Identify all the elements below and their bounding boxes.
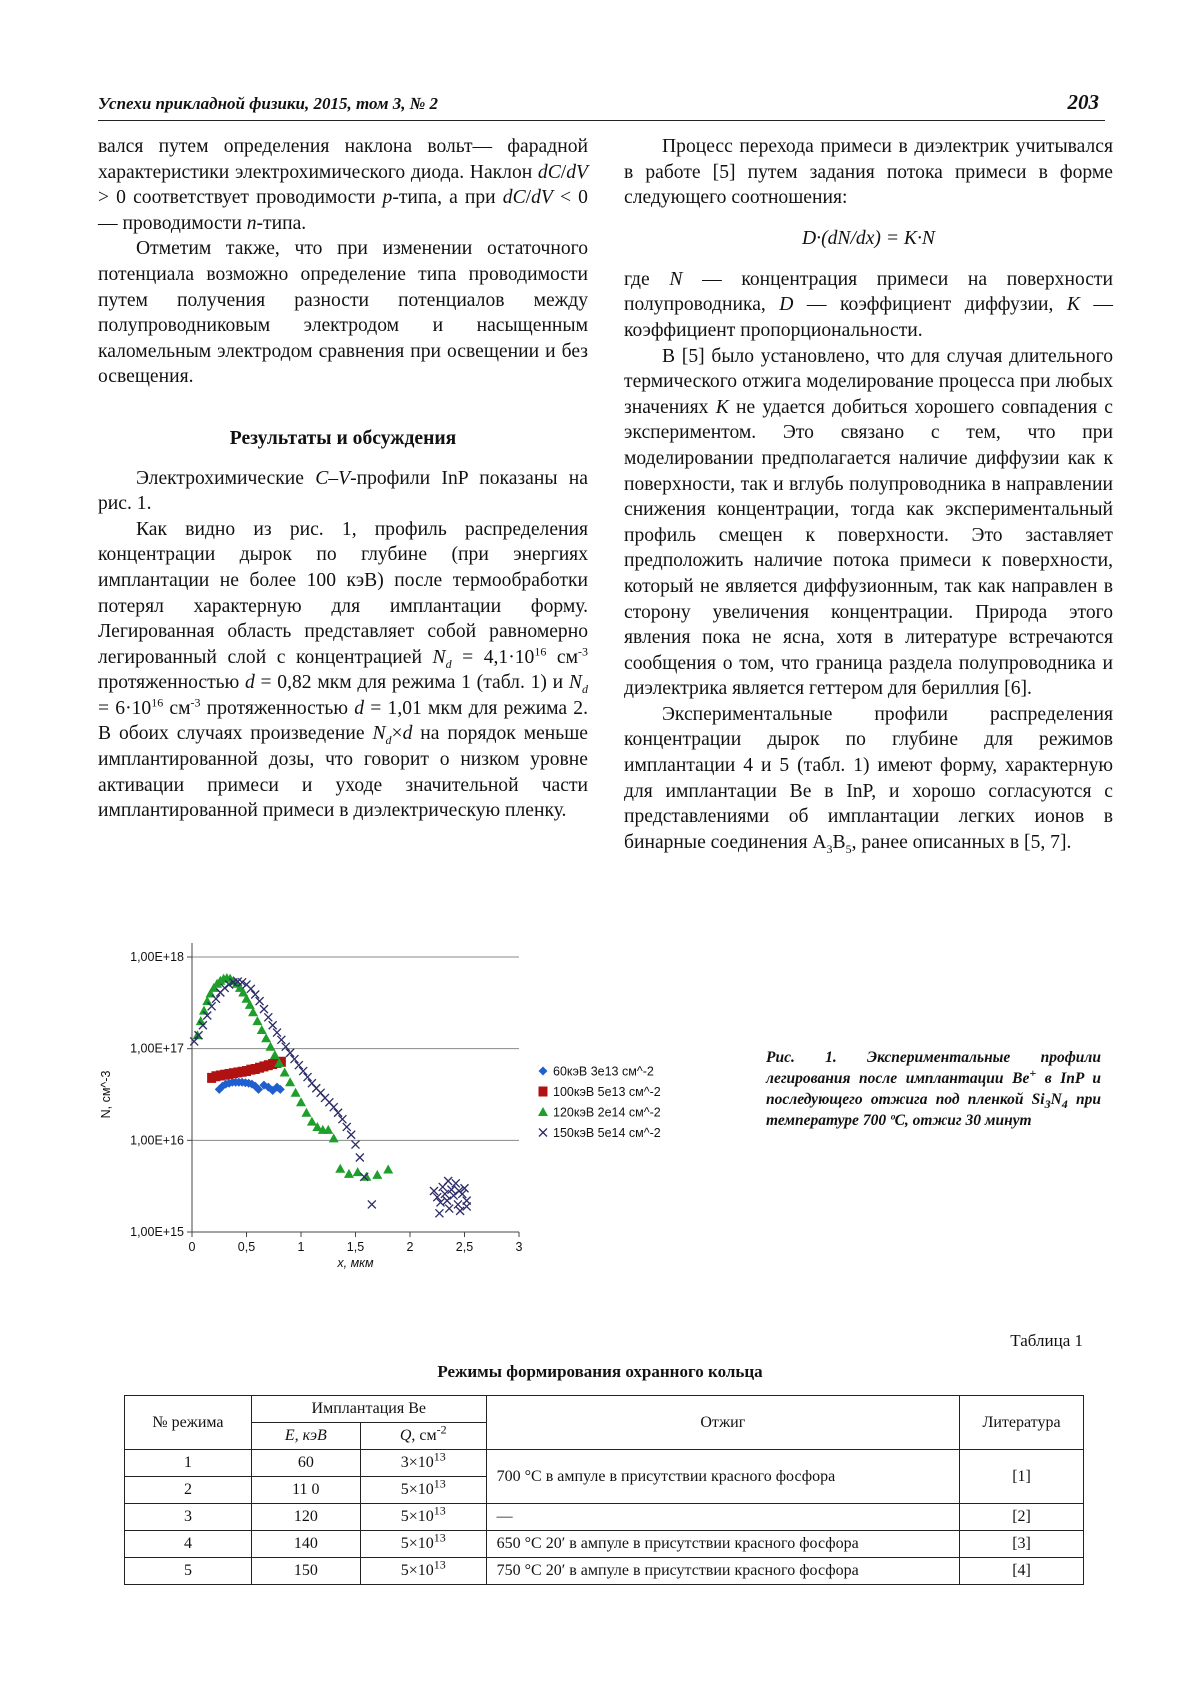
table-header-row <box>125 1396 1084 1423</box>
data-point <box>291 1088 301 1097</box>
x-tick-label: 2,5 <box>455 1240 474 1254</box>
data-point <box>299 1067 307 1075</box>
data-point <box>344 1169 354 1178</box>
data-point <box>264 1013 272 1021</box>
data-point <box>221 984 229 992</box>
data-point <box>260 1005 268 1013</box>
data-point <box>261 1033 271 1042</box>
cell-dose: $5\times 10^{13}$ <box>360 1504 486 1531</box>
cell-anneal: 700 °C в ампуле в присутствии красного фосфора <box>486 1450 959 1504</box>
paragraph: вался путем определения наклона вольт— фарадной характеристики электрохимического диода. Наклон dC/dV > 0 соответствует проводимости p-типа, а при dC/dV < 0 — проводимости n-типа. <box>98 136 588 234</box>
legend-label: 150кэВ 5e14 см^-2 <box>553 1126 661 1140</box>
data-point <box>352 1141 360 1149</box>
data-point <box>463 1202 471 1210</box>
data-point <box>251 990 259 998</box>
x-tick-label: 1,5 <box>346 1240 365 1254</box>
cell-ref: [2] <box>960 1504 1084 1531</box>
data-point <box>444 1177 452 1185</box>
data-point <box>330 1103 338 1111</box>
legend-marker <box>539 1067 548 1076</box>
journal-title: Успехи прикладной физики, 2015, том 3, № 2 <box>98 94 439 113</box>
cell-energy: 60 <box>251 1450 360 1477</box>
data-point <box>456 1207 464 1215</box>
data-point <box>277 1036 285 1044</box>
data-point <box>329 1133 339 1142</box>
paragraph: В [5] было установлено, что для случая длительного термического отжига моделирование процесса при любых значениях K не удается добиться хорошего совпадения с экспериментом. Это связано с тем, что при моделировании предполагается наличие диффузии как к поверхности, так и вглубь полупроводника в направлении снижения концентрации, тогда как экспериментальный профиль смещен к поверхности. Это заставляет предположить наличие потока примеси к поверхности, который не является диффузионным, так как направлен в сторону увеличения концентрации. Природа этого явления пока не ясна, хотя в литературе встречаются сообщения о том, что граница раздела полупроводника и диэлектрика является геттером для бериллия [6]. <box>624 345 1114 700</box>
cell-ref: [3] <box>960 1531 1084 1558</box>
cell-ref: [4] <box>960 1558 1084 1585</box>
data-point <box>335 1164 345 1173</box>
data-point <box>208 1002 216 1010</box>
cell-dose: $5\times 10^{13}$ <box>360 1531 486 1558</box>
header-dose: Q, $см^{-2}$ <box>360 1423 486 1450</box>
y-tick-label: 1,00E+15 <box>130 1225 184 1239</box>
header-mode: № режима <box>125 1396 252 1450</box>
cell-energy: 11 0 <box>251 1477 360 1504</box>
data-point <box>383 1165 393 1174</box>
data-point <box>290 1055 298 1063</box>
cell-dose: $5\times 10^{13}$ <box>360 1477 486 1504</box>
cell-ref: [1] <box>960 1450 1084 1504</box>
left-column <box>98 134 588 824</box>
data-point <box>356 1153 364 1161</box>
data-point <box>282 1043 290 1051</box>
paragraph: Отметим также, что при изменении остаточного потенциала возможно определение типа проводимости путем получения разности потенциалов между полупроводниковым электродом и насыщенным каломельным электродом сравнения при освещении и без освещения. <box>98 238 588 388</box>
data-point <box>435 1209 443 1217</box>
data-point <box>285 1077 295 1086</box>
regimes-table <box>124 1395 1084 1585</box>
table-title: Режимы формирования охранного кольца <box>437 1362 763 1381</box>
x-tick-label: 3 <box>515 1240 523 1254</box>
paragraph: где N — концентрация примеси на поверхности полупроводника, D — коэффициент диффузии, K — коэффициент пропорциональности. <box>624 268 1114 341</box>
table-row <box>125 1558 1084 1585</box>
cell-dose: $5\times 10^{13}$ <box>360 1558 486 1585</box>
data-point <box>338 1115 346 1123</box>
cell-mode: 4 <box>125 1531 252 1558</box>
paragraph: Экспериментальные профили распределения концентрации дырок по глубине для режимов имплантации 4 и 5 (табл. 1) имеют форму, характерную для имплантации Be в InP, и хорошо согласуются с представлениями об имплантации легких ионов в бинарные соединения $A_3B_5$, ранее описанных в [5, 7]. <box>624 703 1113 856</box>
data-point <box>368 1200 376 1208</box>
equation: D·(dN/dx) = K·N <box>802 227 935 249</box>
x-tick-label: 1 <box>297 1240 305 1254</box>
data-point <box>286 1049 294 1057</box>
data-point <box>343 1123 351 1131</box>
data-point <box>273 1029 281 1037</box>
y-tick-label: 1,00E+17 <box>130 1041 184 1056</box>
paragraph: Электрохимические C–V-профили InP показаны на рис. 1. <box>98 467 588 515</box>
data-point <box>256 997 264 1005</box>
data-point <box>450 1192 458 1200</box>
data-point <box>353 1167 363 1176</box>
header-implant: Имплантация Be <box>251 1396 486 1423</box>
cell-mode: 2 <box>125 1477 252 1504</box>
x-axis-label: x, мкм <box>337 1256 374 1270</box>
table-number: Таблица 1 <box>1010 1331 1083 1350</box>
legend-marker <box>539 1129 547 1137</box>
data-point <box>441 1190 449 1198</box>
y-tick-label: 1,00E+16 <box>130 1133 184 1148</box>
figure-caption: Рис. 1. Экспериментальные профили легирования после имплантации Be+ в InP и последующего отжига под пленкой $Si_3N_4$ при температуре 700 ºC, отжиг 30 минут <box>766 1049 1101 1129</box>
doping-profile-chart <box>92 935 760 1320</box>
data-point <box>202 996 212 1005</box>
cell-energy: 120 <box>251 1504 360 1531</box>
cell-energy: 150 <box>251 1558 360 1585</box>
data-point <box>280 1067 290 1076</box>
paragraph: Процесс перехода примеси в диэлектрик учитывался в работе [5] путем задания потока примеси в форме следующего соотношения: <box>624 136 1113 209</box>
data-point <box>334 1109 342 1117</box>
x-tick-label: 0 <box>188 1240 196 1254</box>
data-point <box>301 1108 311 1117</box>
data-point <box>454 1200 462 1208</box>
data-point <box>269 1021 277 1029</box>
cell-mode: 5 <box>125 1558 252 1585</box>
data-point <box>372 1170 382 1179</box>
x-tick-label: 0,5 <box>237 1240 256 1254</box>
right-column <box>624 134 1113 855</box>
table-row <box>125 1450 1084 1477</box>
page-number: 203 <box>1067 90 1099 114</box>
data-point <box>347 1131 355 1139</box>
data-point <box>270 1050 280 1059</box>
cell-dose: $3\times 10^{13}$ <box>360 1450 486 1477</box>
legend-marker <box>539 1087 548 1097</box>
cell-anneal: 750 °C 20′ в ампуле в присутствии красного фосфора <box>486 1558 959 1585</box>
header-ref: Литература <box>960 1396 1084 1450</box>
cell-mode: 3 <box>125 1504 252 1531</box>
data-point <box>304 1073 312 1081</box>
header-energy: E, кэВ <box>251 1423 360 1450</box>
x-tick-label: 2 <box>406 1240 414 1254</box>
running-header <box>98 88 1105 121</box>
section-heading: Результаты и обсуждения <box>229 427 457 449</box>
table-row <box>125 1504 1084 1531</box>
paragraph: Как видно из рис. 1, профиль распределения концентрации дырок по глубине (при энергиях имплантации не более 100 кэВ) после термообработки потерял характерную для имплантации форму. Легированная область представляет собой равномерно легированный слой с концентрацией $N_d = 4,1\cdot 10^{16}$ $см^{-3}$ протяженностью d = 0,82 мкм для режима 1 (табл. 1) и $N_d = 6\cdot 10^{16}$ $см^{-3}$ протяженностью d = 1,01 мкм для режима 2. В обоих случаях произведение $N_d\times d$ на порядок меньше имплантированной дозы, что говорит о низком уровне активации примеси и уходе значительной части имплантированной примеси в диэлектрическую пленку. <box>98 518 589 822</box>
data-point <box>295 1061 303 1069</box>
cell-energy: 140 <box>251 1531 360 1558</box>
legend-marker <box>538 1107 548 1116</box>
data-point <box>296 1097 306 1106</box>
legend-label: 100кэВ 5e13 см^-2 <box>553 1085 661 1099</box>
legend-label: 60кэВ 3e13 см^-2 <box>553 1064 654 1079</box>
data-point <box>247 985 255 993</box>
data-point <box>265 1042 275 1051</box>
table-row <box>125 1531 1084 1558</box>
legend-label: 120кэВ 2e14 см^-2 <box>553 1105 661 1120</box>
cell-anneal: — <box>486 1504 959 1531</box>
cell-anneal: 650 °C 20′ в ампуле в присутствии красного фосфора <box>486 1531 959 1558</box>
data-point <box>252 1016 262 1025</box>
header-anneal: Отжиг <box>486 1396 959 1450</box>
data-point <box>307 1117 317 1126</box>
y-axis-label: N, см^-3 <box>99 1070 113 1119</box>
cell-mode: 1 <box>125 1450 252 1477</box>
data-point <box>257 1025 267 1034</box>
data-point <box>445 1205 453 1213</box>
y-tick-label: 1,00E+18 <box>130 950 184 964</box>
data-point <box>443 1197 451 1205</box>
